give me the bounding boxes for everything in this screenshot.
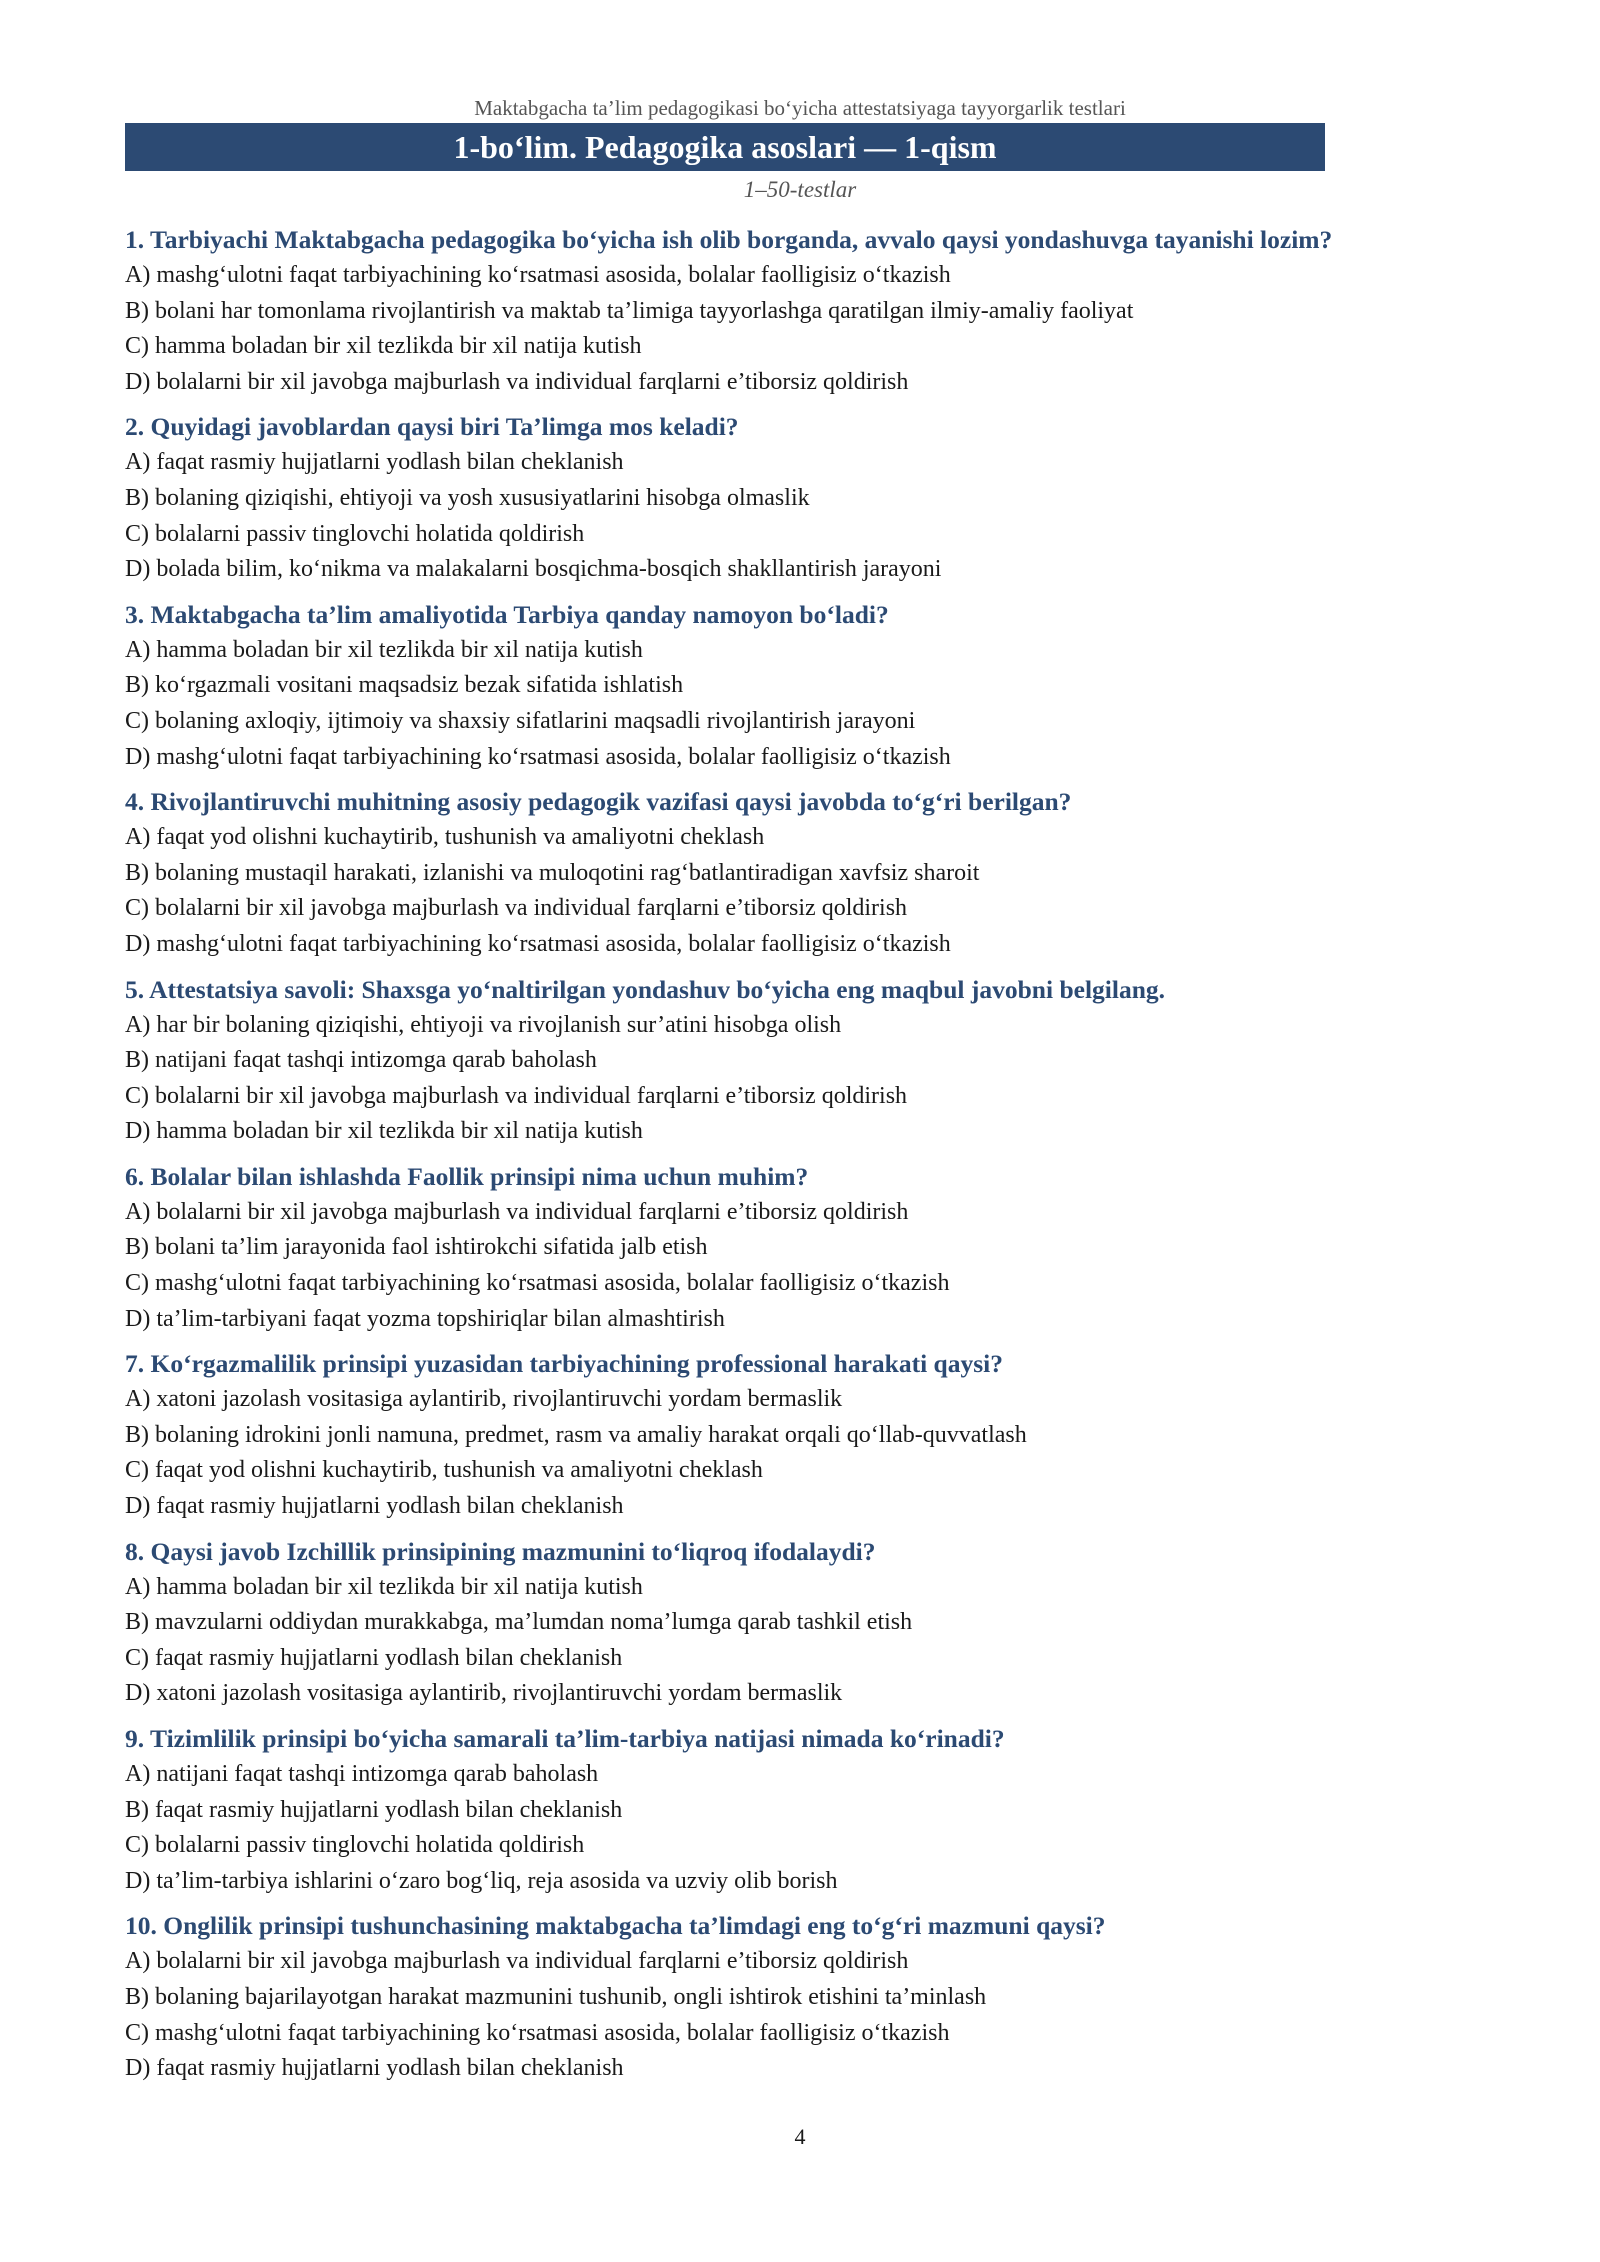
option-a: A) xatoni jazolash vositasiga aylantirib, rivojlantiruvchi yordam bermaslik (125, 1386, 843, 1413)
option-b: B) bolaning mustaqil harakati, izlanishi va muloqotini rag‘batlantiradigan xavfsiz sharoit (125, 859, 980, 886)
option-a: A) mashg‘ulotni faqat tarbiyachining ko‘rsatmasi asosida, bolalar faolligisiz o‘tkazish (125, 262, 951, 288)
option-b: B) faqat rasmiy hujjatlarni yodlash bilan cheklanish (125, 1796, 623, 1823)
question-9 (125, 1721, 1475, 1899)
option-c: C) mashg‘ulotni faqat tarbiyachining ko‘rsatmasi asosida, bolalar faolligisiz o‘tkazish (125, 2019, 950, 2046)
document-page (125, 95, 1475, 2096)
option-d: D) hamma boladan bir xil tezlikda bir xil natija kutish (125, 1118, 643, 1145)
option-c: C) bolaning axloqiy, ijtimoiy va shaxsiy sifatlarini maqsadli rivojlantirish jarayoni (125, 707, 916, 734)
option-d: D) faqat rasmiy hujjatlarni yodlash bilan cheklanish (125, 2055, 624, 2082)
option-d: D) mashg‘ulotni faqat tarbiyachining ko‘rsatmasi asosida, bolalar faolligisiz o‘tkazish (125, 930, 951, 957)
option-d: D) mashg‘ulotni faqat tarbiyachining ko‘rsatmasi asosida, bolalar faolligisiz o‘tkazish (125, 743, 951, 770)
question-title: 1. Tarbiyachi Maktabgacha pedagogika bo‘yicha ish olib borganda, avvalo qaysi yondashuvga tayanishi lozim? (125, 225, 1333, 254)
option-c: C) bolalarni bir xil javobga majburlash va individual farqlarni e’tiborsiz qoldirish (125, 895, 908, 922)
option-d: D) faqat rasmiy hujjatlarni yodlash bilan cheklanish (125, 1493, 624, 1520)
question-5 (125, 972, 1475, 1150)
option-d: D) bolada bilim, ko‘nikma va malakalarni bosqichma-bosqich shakllantirish jarayoni (125, 556, 942, 583)
option-d: D) ta’lim-tarbiyani faqat yozma topshiriqlar bilan almashtirish (125, 1305, 725, 1332)
question-title: 9. Tizimlilik prinsipi bo‘yicha samarali ta’lim-tarbiya natijasi nimada ko‘rinadi? (125, 1724, 1005, 1753)
option-a: A) har bir bolaning qiziqishi, ehtiyoji va rivojlanish sur’atini hisobga olish (125, 1011, 842, 1038)
option-b: B) bolaning qiziqishi, ehtiyoji va yosh xususiyatlarini hisobga olmaslik (125, 484, 810, 511)
question-4 (125, 784, 1475, 962)
question-title: 8. Qaysi javob Izchillik prinsipining mazmunini to‘liqroq ifodalaydi? (125, 1536, 876, 1566)
option-d: D) xatoni jazolash vositasiga aylantirib, rivojlantiruvchi yordam bermaslik (125, 1680, 843, 1707)
question-6 (125, 1159, 1475, 1337)
option-b: B) bolaning bajarilayotgan harakat mazmunini tushunib, ongli ishtirok etishini ta’minlash (125, 1983, 987, 2010)
option-b: B) bolani har tomonlama rivojlantirish va maktab ta’limiga tayyorlashga qaratilgan ilmiy-amaliy faoliyat (125, 297, 1134, 324)
option-a: A) hamma boladan bir xil tezlikda bir xil natija kutish (125, 636, 643, 663)
option-c: C) bolalarni passiv tinglovchi holatida qoldirish (125, 520, 585, 547)
question-title: 4. Rivojlantiruvchi muhitning asosiy pedagogik vazifasi qaysi javobda to‘g‘ri berilgan? (125, 787, 1072, 817)
option-b: B) ko‘rgazmali vositani maqsadsiz bezak sifatida ishlatish (125, 672, 684, 699)
question-title: 5. Attestatsiya savoli: Shaxsga yo‘naltirilgan yondashuv bo‘yicha eng maqbul javobni belgilang. (125, 974, 1166, 1004)
option-c: C) faqat yod olishni kuchaytirib, tushunish va amaliyotni cheklash (125, 1457, 763, 1484)
option-d: D) bolalarni bir xil javobga majburlash va individual farqlarni e’tiborsiz qoldirish (125, 368, 909, 395)
option-c: C) hamma boladan bir xil tezlikda bir xil natija kutish (125, 333, 642, 360)
option-d: D) ta’lim-tarbiya ishlarini o‘zaro bog‘liq, reja asosida va uzviy olib borish (125, 1867, 838, 1894)
question-2 (125, 409, 1475, 587)
question-title: 2. Quyidagi javoblardan qaysi biri Ta’limga mos keladi? (125, 412, 739, 442)
option-b: B) natijani faqat tashqi intizomga qarab baholash (125, 1047, 597, 1074)
section-title: 1-bo‘lim. Pedagogika asoslari — 1-qism (125, 123, 1325, 171)
question-title: 6. Bolalar bilan ishlashda Faollik prinsipi nima uchun muhim? (125, 1161, 809, 1191)
question-7 (125, 1346, 1475, 1524)
option-b: B) bolani ta’lim jarayonida faol ishtirokchi sifatida jalb etish (125, 1234, 708, 1261)
section-subtitle: 1–50-testlar (743, 177, 857, 202)
question-title: 7. Ko‘rgazmalilik prinsipi yuzasidan tarbiyachining professional harakati qaysi? (125, 1349, 1003, 1379)
question-8 (125, 1534, 1475, 1712)
question-3 (125, 597, 1475, 775)
option-a: A) bolalarni bir xil javobga majburlash va individual farqlarni e’tiborsiz qoldirish (125, 1198, 909, 1225)
question-title: 10. Onglilik prinsipi tushunchasining maktabgacha ta’limdagi eng to‘g‘ri mazmuni qaysi? (125, 1911, 1106, 1941)
page-number: 4 (794, 2124, 806, 2149)
option-a: A) faqat rasmiy hujjatlarni yodlash bilan cheklanish (125, 449, 624, 476)
question-1 (125, 222, 1475, 400)
option-c: C) faqat rasmiy hujjatlarni yodlash bilan cheklanish (125, 1644, 623, 1671)
option-c: C) mashg‘ulotni faqat tarbiyachining ko‘rsatmasi asosida, bolalar faolligisiz o‘tkazish (125, 1270, 950, 1297)
question-title: 3. Maktabgacha ta’lim amaliyotida Tarbiya qanday namoyon bo‘ladi? (125, 599, 889, 629)
option-a: A) natijani faqat tashqi intizomga qarab baholash (125, 1761, 599, 1787)
option-a: A) bolalarni bir xil javobga majburlash va individual farqlarni e’tiborsiz qoldirish (125, 1948, 909, 1975)
running-header: Maktabgacha ta’lim pedagogikasi bo‘yicha attestatsiyaga tayyorgarlik testlari (474, 96, 1126, 120)
question-10 (125, 1908, 1475, 2086)
option-a: A) hamma boladan bir xil tezlikda bir xil natija kutish (125, 1573, 643, 1600)
option-a: A) faqat yod olishni kuchaytirib, tushunish va amaliyotni cheklash (125, 824, 765, 851)
option-c: C) bolalarni passiv tinglovchi holatida qoldirish (125, 1832, 585, 1859)
option-b: B) bolaning idrokini jonli namuna, predmet, rasm va amaliy harakat orqali qo‘llab-quvvatlash (125, 1421, 1027, 1448)
option-b: B) mavzularni oddiydan murakkabga, ma’lumdan noma’lumga qarab tashkil etish (125, 1609, 913, 1636)
question-list (125, 222, 1475, 2087)
option-c: C) bolalarni bir xil javobga majburlash va individual farqlarni e’tiborsiz qoldirish (125, 1082, 908, 1109)
